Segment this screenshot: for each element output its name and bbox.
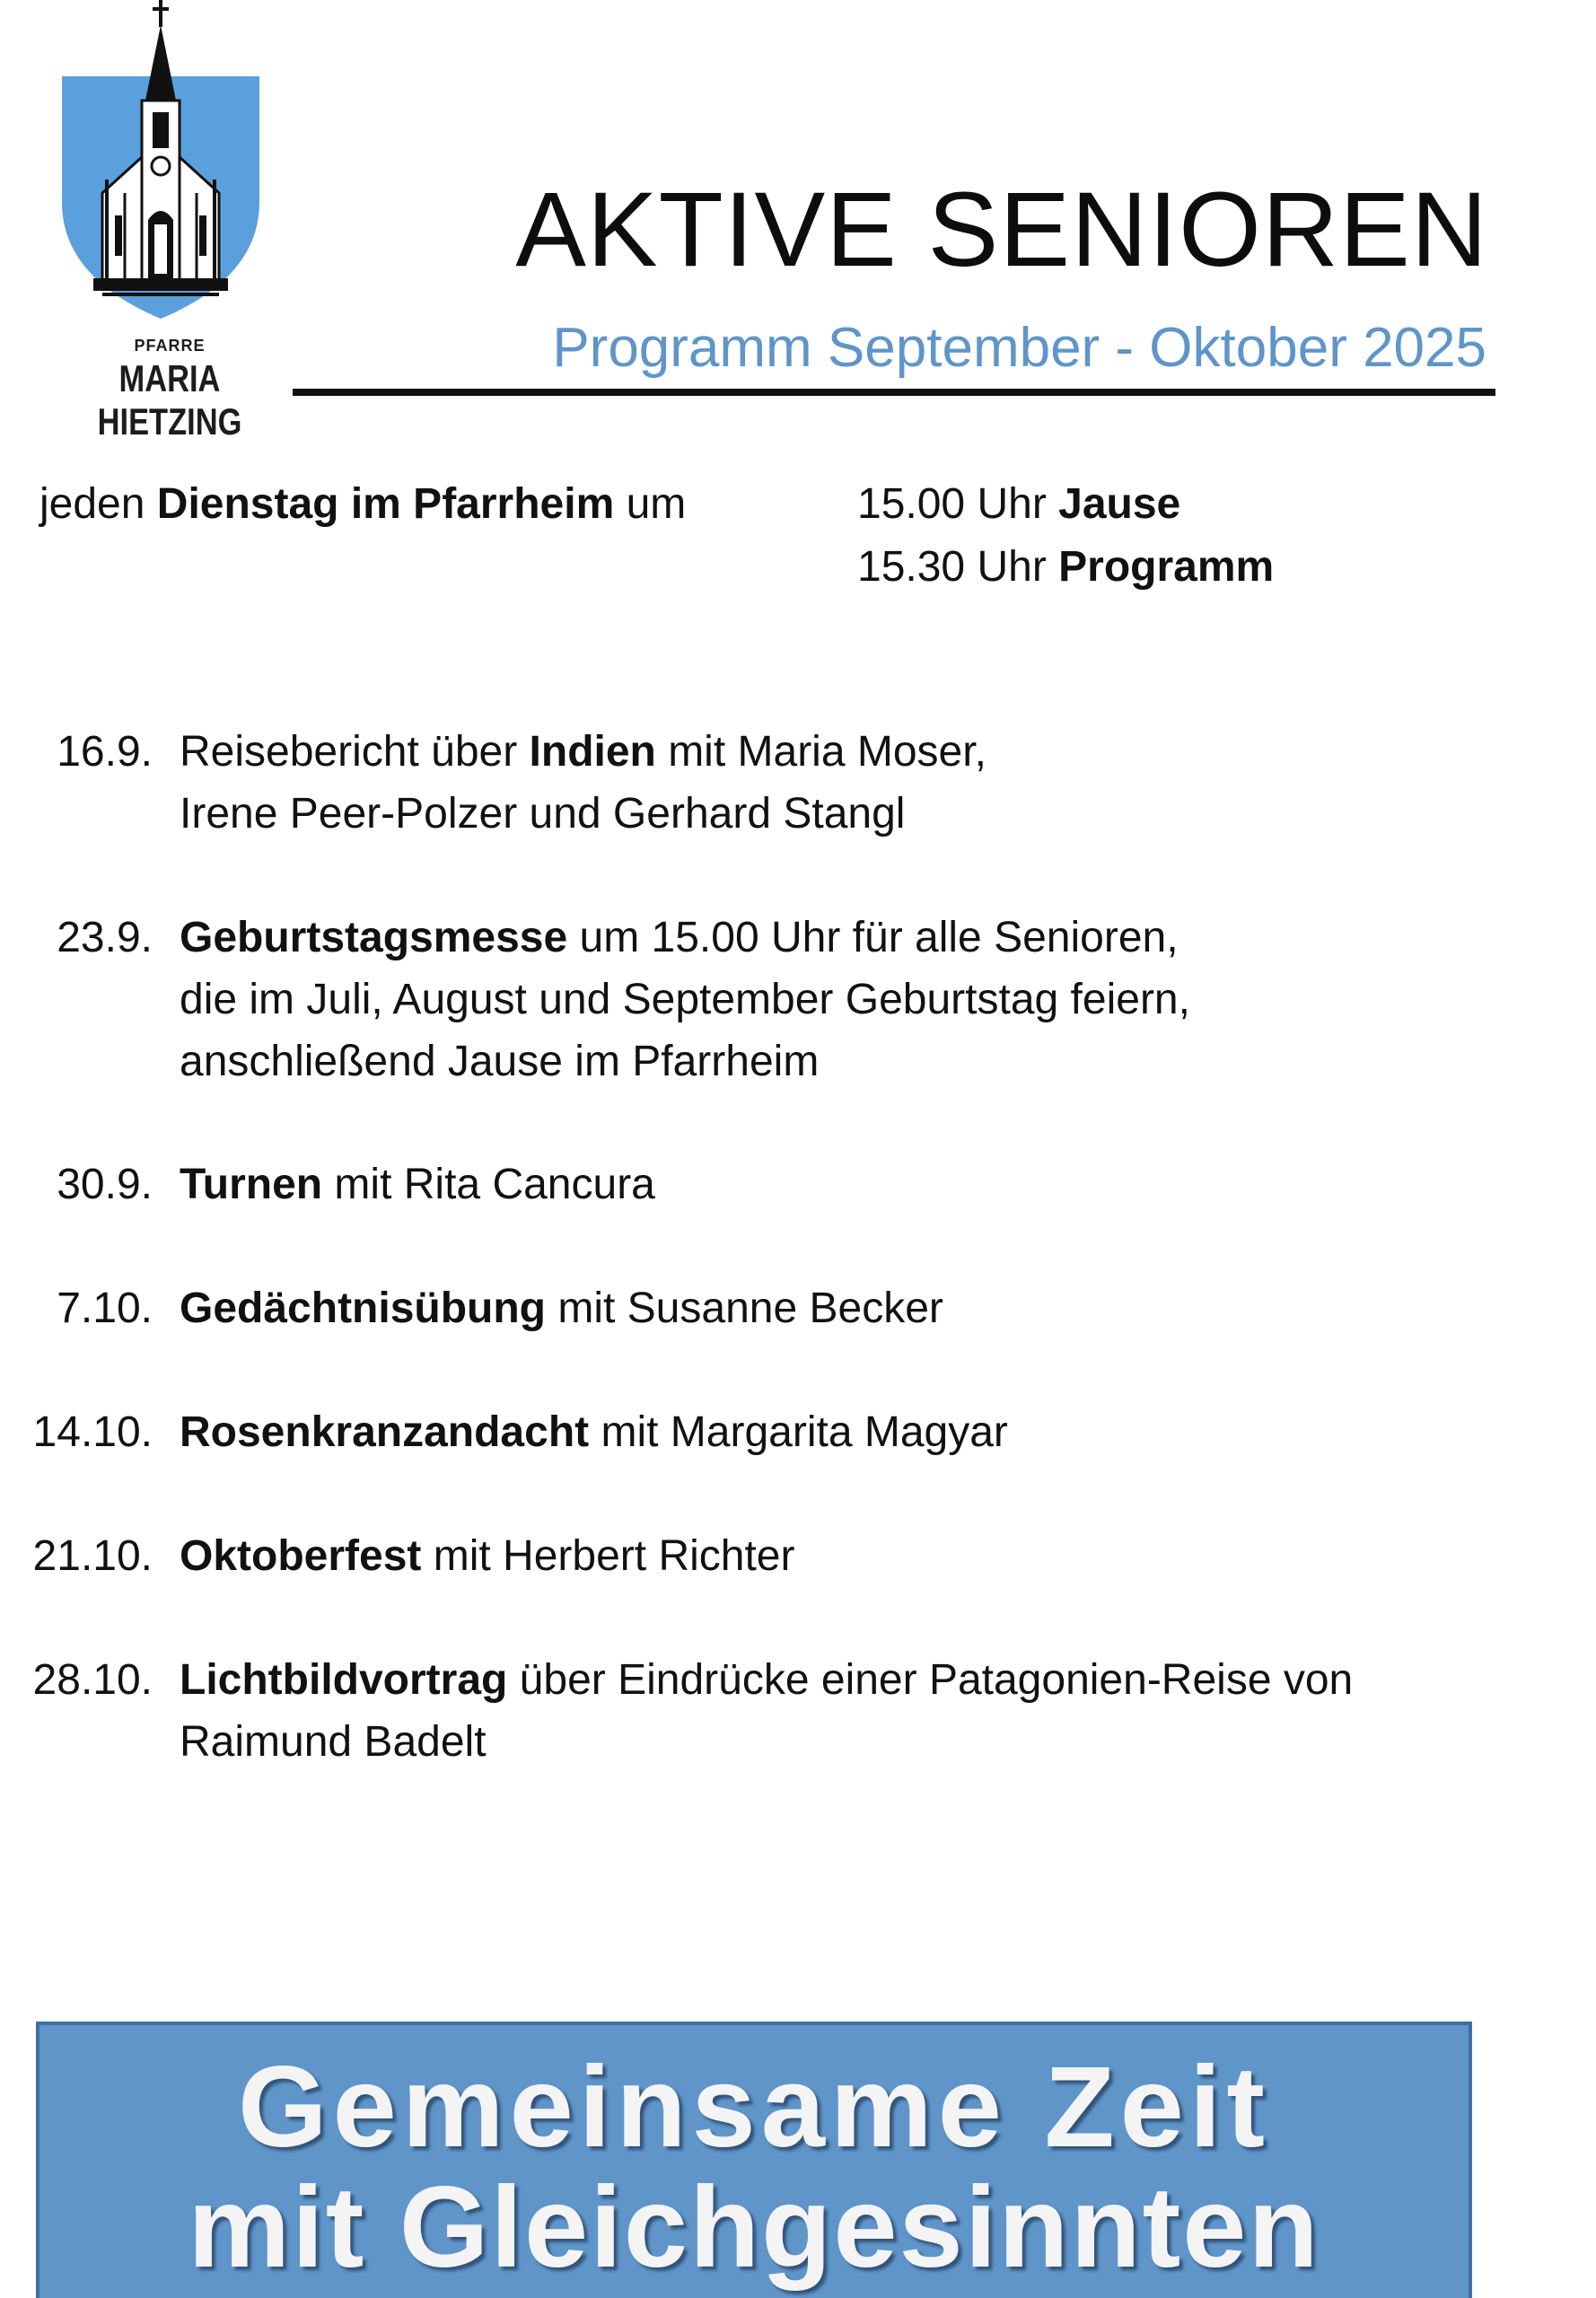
entry-text-normal: Irene Peer-Polzer und Gerhard Stangl [180,790,906,838]
entry-text [180,1153,1526,1215]
entry-text-bold: Indien [529,728,656,776]
logo-pfarre-text: PFARRE [134,337,206,355]
entry-date: 23.9. [57,914,153,961]
entry-line [180,1277,1526,1339]
entry-line [180,1401,1526,1463]
time-value: 15.00 Uhr [857,480,1059,528]
entry-text-normal: um 15.00 Uhr für alle Senioren, [567,914,1179,961]
entry-text-normal: über Eindrücke einer Patagonien-Reise von [507,1656,1354,1704]
entry-date: 14.10. [32,1408,153,1456]
entry-line [180,1031,1526,1092]
entry-text-normal: mit Maria Moser, [655,728,987,776]
entry-text [180,1401,1526,1463]
entry-text-normal: die im Juli, August und September Geburtstag feiern, [180,976,1190,1023]
logo-parish-name: MARIA HIETZING [97,357,242,443]
entry-text-normal: mit Margarita Magyar [589,1408,1008,1456]
entry-text-bold: Oktoberfest [180,1532,422,1580]
intro-location: Dienstag im Pfarrheim [156,480,615,528]
entry-text [180,721,1526,845]
entry-line [180,783,1526,845]
entry-date: 7.10. [57,1285,153,1332]
entry-line [180,1525,1526,1587]
page-title: AKTIVE SENIOREN [515,171,1488,289]
entry-text-normal: mit Rita Cancura [322,1161,655,1208]
entry-text-normal: Raimund Badelt [180,1718,487,1766]
entry-text-bold: Gedächtnisübung [180,1285,546,1332]
entry-date: 28.10. [32,1656,153,1704]
entry-line [180,1153,1526,1215]
entry-date: 16.9. [57,728,153,776]
entry-line [180,721,1526,783]
entry-line [180,907,1526,969]
entry-date: 30.9. [57,1161,153,1208]
entry-text [180,907,1526,1092]
entry-line [180,1649,1526,1711]
slogan-banner [36,2022,1472,2298]
time-label: Jause [1058,480,1181,528]
intro-suffix: um [614,480,687,528]
entry-text [180,1525,1526,1587]
entry-text [180,1277,1526,1339]
entry-text [180,1649,1526,1773]
entry-date: 21.10. [32,1532,153,1580]
time-label: Programm [1058,543,1275,591]
entry-line [180,969,1526,1031]
banner-line-2: mit Gleichgesinnten [188,2163,1320,2292]
entry-text-bold: Lichtbildvortrag [180,1656,508,1704]
entry-text-normal: mit Herbert Richter [421,1532,795,1580]
entry-text-bold: Geburtstagsmesse [180,914,568,961]
entry-line [180,1711,1526,1773]
page-subtitle: Programm September - Oktober 2025 [552,317,1486,379]
time-value: 15.30 Uhr [857,543,1059,591]
entry-text-normal: anschließend Jause im Pfarrheim [180,1038,820,1085]
entry-text-normal: Reisebericht über [180,728,530,776]
entry-text-normal: mit Susanne Becker [546,1285,943,1332]
entry-text-bold: Turnen [180,1161,323,1208]
banner-line-1: Gemeinsame Zeit [238,2043,1270,2171]
intro-prefix: jeden [39,480,157,528]
entry-text-bold: Rosenkranzandacht [180,1408,590,1456]
